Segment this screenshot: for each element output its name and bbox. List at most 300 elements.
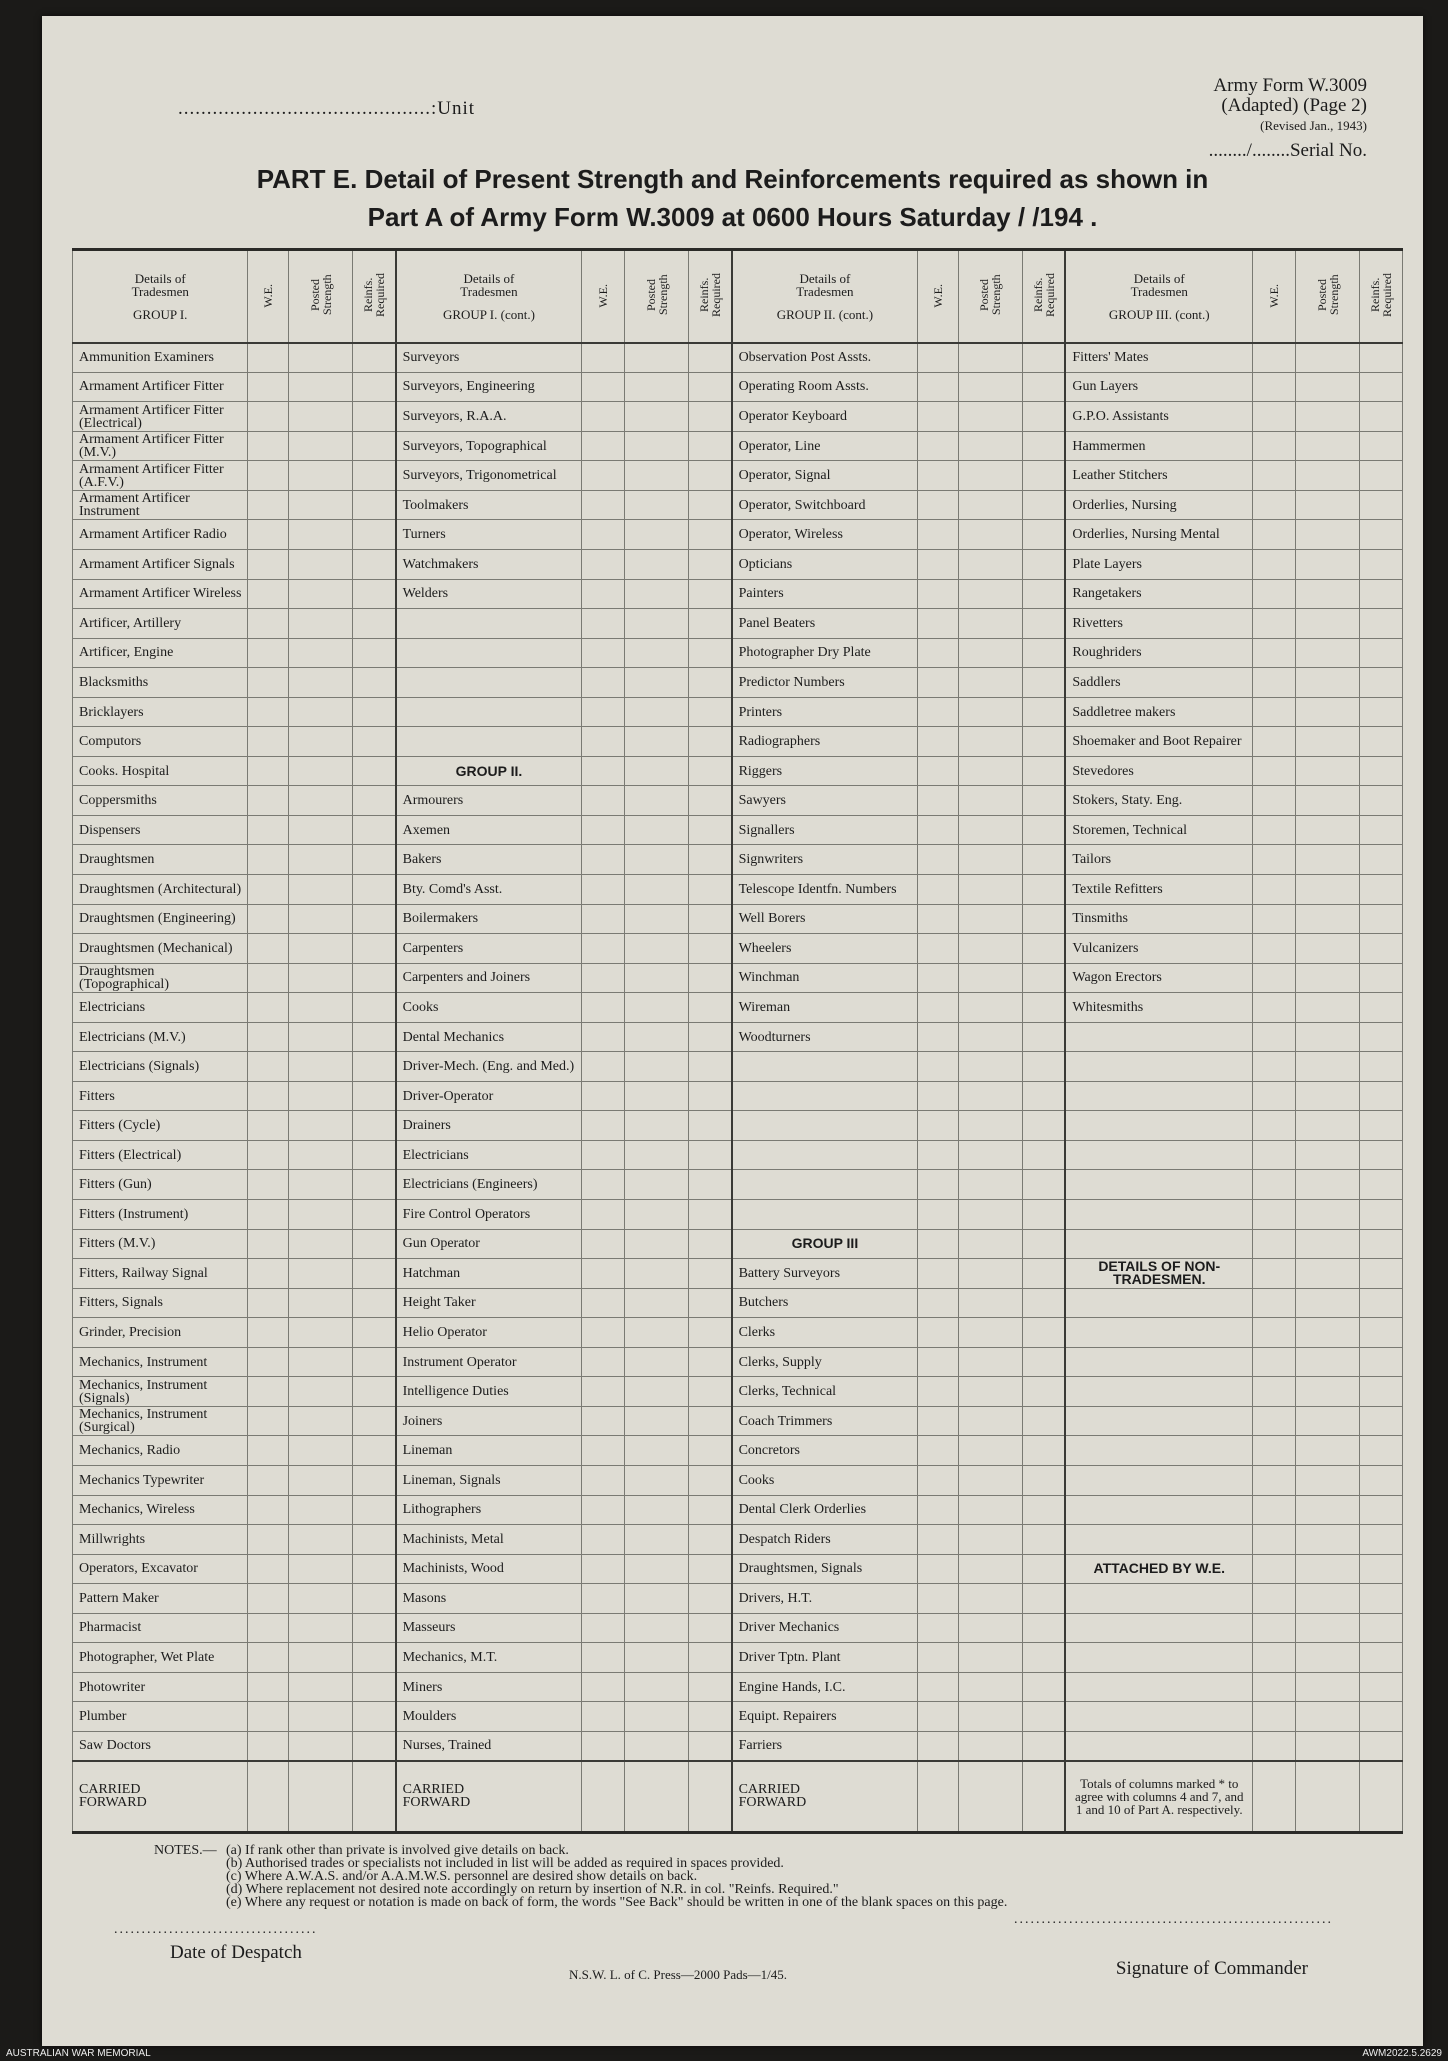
entry-cell[interactable] <box>353 550 396 580</box>
entry-cell[interactable] <box>689 1288 732 1318</box>
entry-cell[interactable] <box>289 697 353 727</box>
entry-cell[interactable] <box>582 1406 625 1436</box>
entry-cell[interactable] <box>1295 402 1359 432</box>
entry-cell[interactable] <box>958 609 1022 639</box>
entry-cell[interactable] <box>918 1318 959 1348</box>
entry-cell[interactable] <box>625 875 689 905</box>
entry-cell[interactable] <box>289 934 353 964</box>
entry-cell[interactable] <box>918 343 959 373</box>
entry-cell[interactable] <box>958 372 1022 402</box>
entry-cell[interactable] <box>918 490 959 520</box>
entry-cell[interactable] <box>248 638 289 668</box>
entry-cell[interactable] <box>582 904 625 934</box>
entry-cell[interactable] <box>1295 1259 1359 1289</box>
entry-cell[interactable] <box>1253 609 1296 639</box>
entry-cell[interactable] <box>1295 372 1359 402</box>
entry-cell[interactable] <box>582 727 625 757</box>
entry-cell[interactable] <box>1253 1643 1296 1673</box>
entry-cell[interactable] <box>1023 1465 1066 1495</box>
entry-cell[interactable] <box>248 1229 289 1259</box>
entry-cell[interactable] <box>353 520 396 550</box>
entry-cell[interactable] <box>1253 1406 1296 1436</box>
entry-cell[interactable] <box>248 1672 289 1702</box>
entry-cell[interactable] <box>918 520 959 550</box>
entry-cell[interactable] <box>958 1170 1022 1200</box>
entry-cell[interactable] <box>248 609 289 639</box>
entry-cell[interactable] <box>289 1436 353 1466</box>
entry-cell[interactable] <box>353 786 396 816</box>
entry-cell[interactable] <box>582 1613 625 1643</box>
entry-cell[interactable] <box>689 1643 732 1673</box>
entry-cell[interactable] <box>1295 668 1359 698</box>
entry-cell[interactable] <box>1295 934 1359 964</box>
entry-cell[interactable] <box>582 963 625 993</box>
entry-cell[interactable] <box>1253 815 1296 845</box>
entry-cell[interactable] <box>1295 609 1359 639</box>
entry-cell[interactable] <box>958 550 1022 580</box>
entry-cell[interactable] <box>1295 904 1359 934</box>
entry-cell[interactable] <box>1253 1613 1296 1643</box>
entry-cell[interactable] <box>1295 1081 1359 1111</box>
entry-cell[interactable] <box>1023 963 1066 993</box>
entry-cell[interactable] <box>1295 1318 1359 1348</box>
entry-cell[interactable] <box>1295 638 1359 668</box>
entry-cell[interactable] <box>582 1200 625 1230</box>
entry-cell[interactable] <box>689 1525 732 1555</box>
entry-cell[interactable] <box>1253 1525 1296 1555</box>
entry-cell[interactable] <box>1023 727 1066 757</box>
entry-cell[interactable] <box>1253 1022 1296 1052</box>
entry-cell[interactable] <box>248 934 289 964</box>
entry-cell[interactable] <box>248 1259 289 1289</box>
entry-cell[interactable] <box>918 609 959 639</box>
entry-cell[interactable] <box>625 1672 689 1702</box>
entry-cell[interactable] <box>353 697 396 727</box>
entry-cell[interactable] <box>689 402 732 432</box>
entry-cell[interactable] <box>1295 815 1359 845</box>
entry-cell[interactable] <box>353 815 396 845</box>
entry-cell[interactable] <box>289 520 353 550</box>
entry-cell[interactable] <box>248 431 289 461</box>
entry-cell[interactable] <box>353 1229 396 1259</box>
entry-cell[interactable] <box>582 697 625 727</box>
entry-cell[interactable] <box>958 1584 1022 1614</box>
entry-cell[interactable] <box>918 1022 959 1052</box>
entry-cell[interactable] <box>1295 727 1359 757</box>
entry-cell[interactable] <box>625 845 689 875</box>
entry-cell[interactable] <box>1295 1436 1359 1466</box>
entry-cell[interactable] <box>1253 1318 1296 1348</box>
entry-cell[interactable] <box>625 904 689 934</box>
entry-cell[interactable] <box>353 1377 396 1407</box>
entry-cell[interactable] <box>353 461 396 491</box>
entry-cell[interactable] <box>689 431 732 461</box>
entry-cell[interactable] <box>582 1081 625 1111</box>
entry-cell[interactable] <box>625 1200 689 1230</box>
entry-cell[interactable] <box>625 993 689 1023</box>
entry-cell[interactable] <box>248 1613 289 1643</box>
entry-cell[interactable] <box>625 638 689 668</box>
entry-cell[interactable] <box>1023 343 1066 373</box>
entry-cell[interactable] <box>1360 963 1403 993</box>
entry-cell[interactable] <box>625 697 689 727</box>
entry-cell[interactable] <box>958 1259 1022 1289</box>
entry-cell[interactable] <box>582 609 625 639</box>
entry-cell[interactable] <box>1360 1259 1403 1289</box>
entry-cell[interactable] <box>689 372 732 402</box>
entry-cell[interactable] <box>689 609 732 639</box>
entry-cell[interactable] <box>289 904 353 934</box>
entry-cell[interactable] <box>1253 668 1296 698</box>
entry-cell[interactable] <box>353 1643 396 1673</box>
entry-cell[interactable] <box>1360 1200 1403 1230</box>
entry-cell[interactable] <box>1295 963 1359 993</box>
entry-cell[interactable] <box>1295 520 1359 550</box>
entry-cell[interactable] <box>625 1643 689 1673</box>
entry-cell[interactable] <box>248 1377 289 1407</box>
entry-cell[interactable] <box>1360 875 1403 905</box>
entry-cell[interactable] <box>289 1347 353 1377</box>
entry-cell[interactable] <box>689 461 732 491</box>
entry-cell[interactable] <box>1023 934 1066 964</box>
entry-cell[interactable] <box>625 1229 689 1259</box>
entry-cell[interactable] <box>353 402 396 432</box>
entry-cell[interactable] <box>289 1140 353 1170</box>
entry-cell[interactable] <box>1023 1436 1066 1466</box>
entry-cell[interactable] <box>1023 1081 1066 1111</box>
entry-cell[interactable] <box>689 668 732 698</box>
entry-cell[interactable] <box>689 1200 732 1230</box>
entry-cell[interactable] <box>582 1259 625 1289</box>
entry-cell[interactable] <box>1253 1347 1296 1377</box>
entry-cell[interactable] <box>918 786 959 816</box>
entry-cell[interactable] <box>248 1200 289 1230</box>
entry-cell[interactable] <box>689 815 732 845</box>
entry-cell[interactable] <box>289 1554 353 1584</box>
entry-cell[interactable] <box>918 1170 959 1200</box>
entry-cell[interactable] <box>1295 1022 1359 1052</box>
entry-cell[interactable] <box>289 1643 353 1673</box>
entry-cell[interactable] <box>1023 815 1066 845</box>
entry-cell[interactable] <box>1253 402 1296 432</box>
entry-cell[interactable] <box>1360 1465 1403 1495</box>
entry-cell[interactable] <box>1023 1318 1066 1348</box>
entry-cell[interactable] <box>1295 1288 1359 1318</box>
entry-cell[interactable] <box>625 343 689 373</box>
entry-cell[interactable] <box>248 1731 289 1761</box>
entry-cell[interactable] <box>918 1377 959 1407</box>
entry-cell[interactable] <box>1253 1377 1296 1407</box>
entry-cell[interactable] <box>918 993 959 1023</box>
entry-cell[interactable] <box>689 1436 732 1466</box>
entry-cell[interactable] <box>689 490 732 520</box>
entry-cell[interactable] <box>625 1525 689 1555</box>
entry-cell[interactable] <box>1295 1584 1359 1614</box>
total-cell[interactable] <box>1360 1761 1403 1833</box>
entry-cell[interactable] <box>625 461 689 491</box>
entry-cell[interactable] <box>918 1436 959 1466</box>
entry-cell[interactable] <box>625 1081 689 1111</box>
entry-cell[interactable] <box>1023 1052 1066 1082</box>
entry-cell[interactable] <box>958 1111 1022 1141</box>
entry-cell[interactable] <box>582 1672 625 1702</box>
entry-cell[interactable] <box>582 815 625 845</box>
entry-cell[interactable] <box>289 1525 353 1555</box>
entry-cell[interactable] <box>918 756 959 786</box>
entry-cell[interactable] <box>582 993 625 1023</box>
entry-cell[interactable] <box>248 727 289 757</box>
entry-cell[interactable] <box>1295 875 1359 905</box>
entry-cell[interactable] <box>1023 609 1066 639</box>
entry-cell[interactable] <box>353 668 396 698</box>
entry-cell[interactable] <box>289 1022 353 1052</box>
entry-cell[interactable] <box>582 1347 625 1377</box>
entry-cell[interactable] <box>689 1702 732 1732</box>
entry-cell[interactable] <box>625 520 689 550</box>
entry-cell[interactable] <box>625 1052 689 1082</box>
entry-cell[interactable] <box>248 1525 289 1555</box>
entry-cell[interactable] <box>689 1081 732 1111</box>
entry-cell[interactable] <box>289 727 353 757</box>
entry-cell[interactable] <box>1360 638 1403 668</box>
entry-cell[interactable] <box>1253 934 1296 964</box>
entry-cell[interactable] <box>1295 490 1359 520</box>
entry-cell[interactable] <box>1295 579 1359 609</box>
entry-cell[interactable] <box>582 1229 625 1259</box>
entry-cell[interactable] <box>248 1584 289 1614</box>
entry-cell[interactable] <box>918 668 959 698</box>
entry-cell[interactable] <box>1360 1554 1403 1584</box>
entry-cell[interactable] <box>582 343 625 373</box>
entry-cell[interactable] <box>689 1318 732 1348</box>
entry-cell[interactable] <box>1023 1377 1066 1407</box>
entry-cell[interactable] <box>1360 1081 1403 1111</box>
total-cell[interactable] <box>248 1761 289 1833</box>
entry-cell[interactable] <box>289 1229 353 1259</box>
entry-cell[interactable] <box>1295 1140 1359 1170</box>
entry-cell[interactable] <box>1295 1347 1359 1377</box>
entry-cell[interactable] <box>1253 1495 1296 1525</box>
entry-cell[interactable] <box>1023 875 1066 905</box>
entry-cell[interactable] <box>353 609 396 639</box>
entry-cell[interactable] <box>582 1643 625 1673</box>
entry-cell[interactable] <box>958 638 1022 668</box>
entry-cell[interactable] <box>958 1052 1022 1082</box>
entry-cell[interactable] <box>958 1702 1022 1732</box>
entry-cell[interactable] <box>918 550 959 580</box>
entry-cell[interactable] <box>289 963 353 993</box>
entry-cell[interactable] <box>625 1318 689 1348</box>
entry-cell[interactable] <box>958 1347 1022 1377</box>
entry-cell[interactable] <box>1295 1731 1359 1761</box>
entry-cell[interactable] <box>689 579 732 609</box>
entry-cell[interactable] <box>958 1554 1022 1584</box>
entry-cell[interactable] <box>289 993 353 1023</box>
entry-cell[interactable] <box>582 402 625 432</box>
entry-cell[interactable] <box>289 1702 353 1732</box>
entry-cell[interactable] <box>918 1554 959 1584</box>
entry-cell[interactable] <box>353 727 396 757</box>
entry-cell[interactable] <box>289 1731 353 1761</box>
entry-cell[interactable] <box>1360 1022 1403 1052</box>
entry-cell[interactable] <box>353 904 396 934</box>
entry-cell[interactable] <box>289 1613 353 1643</box>
entry-cell[interactable] <box>248 815 289 845</box>
entry-cell[interactable] <box>1023 1259 1066 1289</box>
entry-cell[interactable] <box>958 1465 1022 1495</box>
entry-cell[interactable] <box>353 1318 396 1348</box>
entry-cell[interactable] <box>353 1465 396 1495</box>
entry-cell[interactable] <box>289 1111 353 1141</box>
entry-cell[interactable] <box>353 1140 396 1170</box>
entry-cell[interactable] <box>289 1377 353 1407</box>
entry-cell[interactable] <box>1360 1525 1403 1555</box>
entry-cell[interactable] <box>918 1495 959 1525</box>
entry-cell[interactable] <box>582 520 625 550</box>
entry-cell[interactable] <box>689 1406 732 1436</box>
entry-cell[interactable] <box>689 1347 732 1377</box>
entry-cell[interactable] <box>1023 1672 1066 1702</box>
entry-cell[interactable] <box>248 697 289 727</box>
entry-cell[interactable] <box>582 1052 625 1082</box>
entry-cell[interactable] <box>958 934 1022 964</box>
entry-cell[interactable] <box>625 372 689 402</box>
entry-cell[interactable] <box>248 963 289 993</box>
entry-cell[interactable] <box>1023 490 1066 520</box>
entry-cell[interactable] <box>582 875 625 905</box>
entry-cell[interactable] <box>689 1140 732 1170</box>
entry-cell[interactable] <box>248 875 289 905</box>
entry-cell[interactable] <box>1253 1672 1296 1702</box>
entry-cell[interactable] <box>1360 845 1403 875</box>
entry-cell[interactable] <box>582 461 625 491</box>
entry-cell[interactable] <box>289 1406 353 1436</box>
entry-cell[interactable] <box>248 1702 289 1732</box>
entry-cell[interactable] <box>1023 372 1066 402</box>
entry-cell[interactable] <box>625 934 689 964</box>
entry-cell[interactable] <box>1360 1170 1403 1200</box>
entry-cell[interactable] <box>689 993 732 1023</box>
entry-cell[interactable] <box>1253 1731 1296 1761</box>
entry-cell[interactable] <box>918 815 959 845</box>
entry-cell[interactable] <box>289 1465 353 1495</box>
total-cell[interactable] <box>1253 1761 1296 1833</box>
entry-cell[interactable] <box>625 579 689 609</box>
entry-cell[interactable] <box>625 609 689 639</box>
entry-cell[interactable] <box>958 1318 1022 1348</box>
entry-cell[interactable] <box>289 1584 353 1614</box>
entry-cell[interactable] <box>582 1318 625 1348</box>
entry-cell[interactable] <box>689 1022 732 1052</box>
entry-cell[interactable] <box>248 402 289 432</box>
entry-cell[interactable] <box>918 1672 959 1702</box>
entry-cell[interactable] <box>689 845 732 875</box>
entry-cell[interactable] <box>353 343 396 373</box>
entry-cell[interactable] <box>248 1022 289 1052</box>
entry-cell[interactable] <box>1023 431 1066 461</box>
entry-cell[interactable] <box>1295 431 1359 461</box>
entry-cell[interactable] <box>1023 1200 1066 1230</box>
entry-cell[interactable] <box>1023 1288 1066 1318</box>
entry-cell[interactable] <box>248 372 289 402</box>
entry-cell[interactable] <box>1023 1229 1066 1259</box>
entry-cell[interactable] <box>958 1377 1022 1407</box>
entry-cell[interactable] <box>289 1170 353 1200</box>
entry-cell[interactable] <box>918 1731 959 1761</box>
entry-cell[interactable] <box>1360 727 1403 757</box>
entry-cell[interactable] <box>918 1081 959 1111</box>
entry-cell[interactable] <box>625 1111 689 1141</box>
entry-cell[interactable] <box>582 1554 625 1584</box>
entry-cell[interactable] <box>689 934 732 964</box>
entry-cell[interactable] <box>289 1495 353 1525</box>
entry-cell[interactable] <box>625 1259 689 1289</box>
entry-cell[interactable] <box>918 1259 959 1289</box>
entry-cell[interactable] <box>289 845 353 875</box>
entry-cell[interactable] <box>625 1702 689 1732</box>
entry-cell[interactable] <box>1023 579 1066 609</box>
entry-cell[interactable] <box>289 1259 353 1289</box>
entry-cell[interactable] <box>248 1406 289 1436</box>
entry-cell[interactable] <box>958 1672 1022 1702</box>
entry-cell[interactable] <box>625 1436 689 1466</box>
total-cell[interactable] <box>958 1761 1022 1833</box>
entry-cell[interactable] <box>1023 1613 1066 1643</box>
entry-cell[interactable] <box>1253 1288 1296 1318</box>
total-cell[interactable] <box>625 1761 689 1833</box>
entry-cell[interactable] <box>918 1140 959 1170</box>
entry-cell[interactable] <box>1295 786 1359 816</box>
entry-cell[interactable] <box>918 1288 959 1318</box>
entry-cell[interactable] <box>1360 1111 1403 1141</box>
entry-cell[interactable] <box>958 697 1022 727</box>
entry-cell[interactable] <box>1023 993 1066 1023</box>
entry-cell[interactable] <box>582 372 625 402</box>
entry-cell[interactable] <box>1023 668 1066 698</box>
entry-cell[interactable] <box>1253 845 1296 875</box>
entry-cell[interactable] <box>958 1288 1022 1318</box>
entry-cell[interactable] <box>1295 1465 1359 1495</box>
entry-cell[interactable] <box>1253 579 1296 609</box>
entry-cell[interactable] <box>1253 875 1296 905</box>
entry-cell[interactable] <box>1253 1200 1296 1230</box>
entry-cell[interactable] <box>1295 1229 1359 1259</box>
entry-cell[interactable] <box>1360 402 1403 432</box>
entry-cell[interactable] <box>1023 904 1066 934</box>
entry-cell[interactable] <box>1360 1406 1403 1436</box>
entry-cell[interactable] <box>582 786 625 816</box>
entry-cell[interactable] <box>689 1170 732 1200</box>
entry-cell[interactable] <box>1023 550 1066 580</box>
entry-cell[interactable] <box>289 431 353 461</box>
entry-cell[interactable] <box>958 1613 1022 1643</box>
entry-cell[interactable] <box>1360 1318 1403 1348</box>
entry-cell[interactable] <box>689 1377 732 1407</box>
entry-cell[interactable] <box>625 1584 689 1614</box>
entry-cell[interactable] <box>248 786 289 816</box>
entry-cell[interactable] <box>248 1465 289 1495</box>
entry-cell[interactable] <box>625 815 689 845</box>
entry-cell[interactable] <box>958 1022 1022 1052</box>
entry-cell[interactable] <box>918 1613 959 1643</box>
entry-cell[interactable] <box>1295 1554 1359 1584</box>
entry-cell[interactable] <box>1023 845 1066 875</box>
entry-cell[interactable] <box>1295 697 1359 727</box>
entry-cell[interactable] <box>1295 993 1359 1023</box>
entry-cell[interactable] <box>958 579 1022 609</box>
entry-cell[interactable] <box>1360 1140 1403 1170</box>
entry-cell[interactable] <box>1360 993 1403 1023</box>
